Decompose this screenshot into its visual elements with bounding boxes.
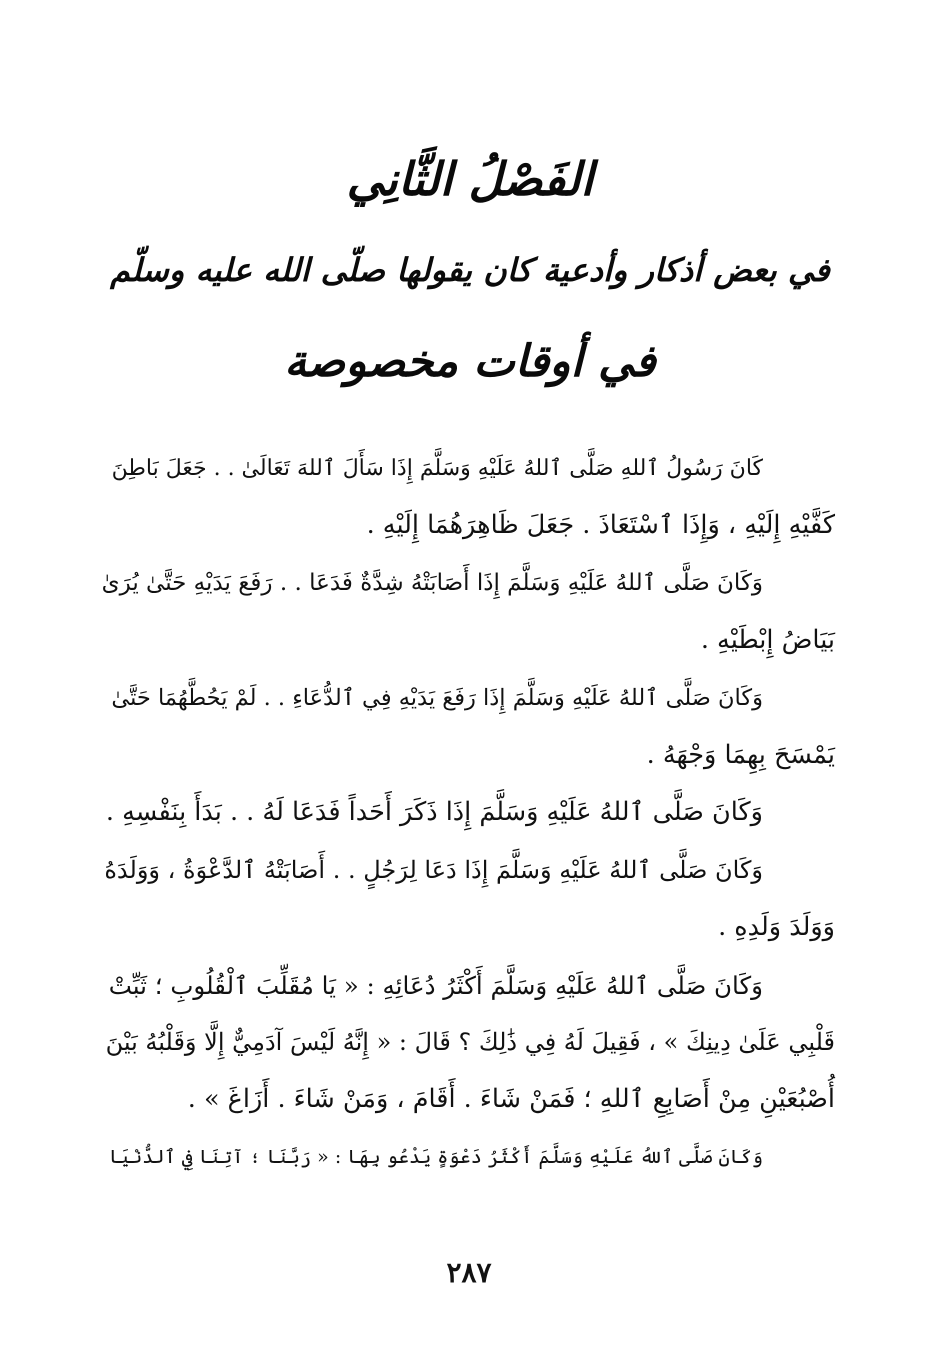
paragraph-1 <box>100 440 835 555</box>
text-line: كَفَّيْهِ إِلَيْهِ ، وَإِذَا ٱسْتَعَاذَ . جَعَلَ ظَاهِرَهُمَا إِلَيْهِ . <box>366 510 835 541</box>
section-subtitle: في أوقات مخصوصة <box>284 336 656 387</box>
text-line: وَكَانَ صَلَّى ٱللهُ عَلَيْهِ وَسَلَّمَ إِذَا ذَكَرَ أَحَداً فَدَعَا لَهُ . . بَدَأَ بِنَفْسِهِ . <box>105 797 763 828</box>
paragraph-6 <box>100 957 835 1129</box>
text-line: قَلْبِي عَلَىٰ دِينِكَ » ، فَقِيلَ لَهُ فِي ذَٰلِكَ ؟ قَالَ : « إِنَّهُ لَيْسَ آدَمِيٌّ إِلَّا وَقَلْبُهُ بَيْنَ <box>105 1028 835 1057</box>
paragraph-4 <box>100 784 835 841</box>
body-text <box>100 440 835 1186</box>
text-line: وَكَانَ صَلَّى ٱللهُ عَلَيْهِ وَسَلَّمَ أَكْثَرُ دُعَائِهِ : « يَا مُقَلِّبَ ٱلْقُلُوبِ ؛ ثَبِّتْ <box>108 970 763 1000</box>
text-line: كَانَ رَسُولُ ٱللهِ صَلَّى ٱللهُ عَلَيْهِ وَسَلَّمَ إِذَا سَأَلَ ٱللهَ تَعَالَىٰ . . جَعَلَ بَاطِنَ <box>111 456 763 481</box>
text-line: أُصْبُعَيْنِ مِنْ أَصَابِعِ ٱللهِ ؛ فَمَنْ شَاءَ . أَقَامَ ، وَمَنْ شَاءَ . أَزَاغَ » . <box>187 1084 835 1115</box>
section-title: في بعض أذكار وأدعية كان يقولها صلّى الله عليه وسلّم <box>110 251 830 289</box>
paragraph-3 <box>100 670 835 785</box>
text-line: وَكَانَ صَلَّى ٱللهُ عَلَيْهِ وَسَلَّمَ إِذَا رَفَعَ يَدَيْهِ فِي ٱلدُّعَاءِ . . لَمْ يَحُطَّهُمَا حَتَّىٰ <box>111 684 763 711</box>
paragraph-7 <box>100 1129 835 1186</box>
text-line: وَكَانَ صَلَّى ٱللهُ عَلَيْهِ وَسَلَّمَ إِذَا دَعَا لِرَجُلٍ . . أَصَابَتْهُ ٱلدَّعْوَةُ ، وَوَلَدَهُ <box>104 855 763 884</box>
page-number: ٢٨٧ <box>446 1256 492 1289</box>
text-line: بَيَاضُ إِبْطَيْهِ . <box>700 625 835 656</box>
paragraph-5 <box>100 842 835 957</box>
text-line: وَكَانَ صَلَّى ٱللهُ عَلَيْهِ وَسَلَّمَ أَكْثَرُ دَعْوَةٍ يَدْعُو بِهَا : « رَبَّنَا ؛ آتِنَا فِي ٱلدُّنْيَا <box>108 1145 763 1168</box>
chapter-heading: الفَصْلُ الثَّانِي <box>346 152 594 206</box>
text-line: وَوَلَدَ وَلَدِهِ . <box>718 912 835 943</box>
text-line: وَكَانَ صَلَّى ٱللهُ عَلَيْهِ وَسَلَّمَ إِذَا أَصَابَتْهُ شِدَّةٌ فَدَعَا . . رَفَعَ يَدَيْهِ حَتَّىٰ يُرَىٰ <box>101 569 763 596</box>
paragraph-2 <box>100 555 835 670</box>
text-line: يَمْسَحَ بِهِمَا وَجْهَهُ . <box>646 740 835 771</box>
